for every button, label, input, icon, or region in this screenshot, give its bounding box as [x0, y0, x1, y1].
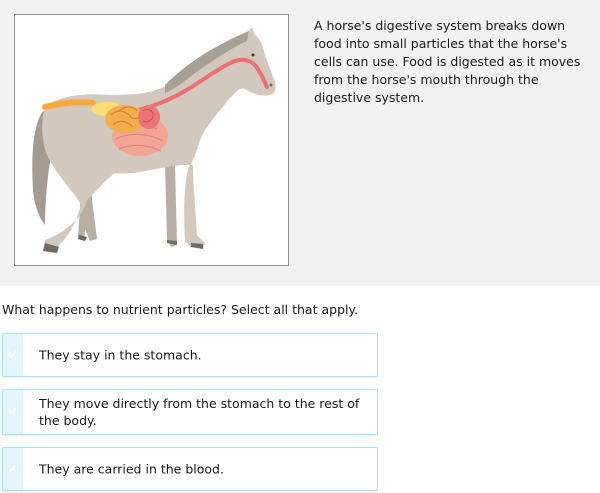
question-prompt: What happens to nutrient particles? Select all that apply.	[2, 302, 359, 317]
intro-text: A horse's digestive system breaks down food into small particles that the horse's cells can use. Food is digested as it moves from the horse's mouth through the digestive system.	[314, 18, 581, 105]
answer-choice-label: They stay in the stomach.	[39, 347, 202, 363]
answer-choice-carried-in-blood[interactable]	[2, 447, 378, 491]
horse-nostril	[270, 84, 273, 87]
hoof	[191, 243, 203, 249]
horse-illustration-frame	[14, 14, 289, 266]
hoof	[78, 235, 87, 241]
answer-choice-label: They move directly from the stomach to the rest of the body.	[39, 396, 360, 428]
stomach	[138, 105, 160, 129]
checkmark-icon[interactable]: ✔	[3, 390, 23, 434]
horse-digestive-system-illustration	[15, 15, 290, 267]
horse-eye	[252, 54, 255, 57]
answer-choice-label: They are carried in the blood.	[39, 461, 224, 477]
answer-choice-move-directly[interactable]	[2, 389, 378, 435]
back-foreleg	[165, 165, 177, 247]
checkmark-icon[interactable]: ✔	[3, 334, 23, 376]
checkmark-icon[interactable]: ✔	[3, 448, 23, 490]
answer-choice-stay-in-stomach[interactable]	[2, 333, 378, 377]
